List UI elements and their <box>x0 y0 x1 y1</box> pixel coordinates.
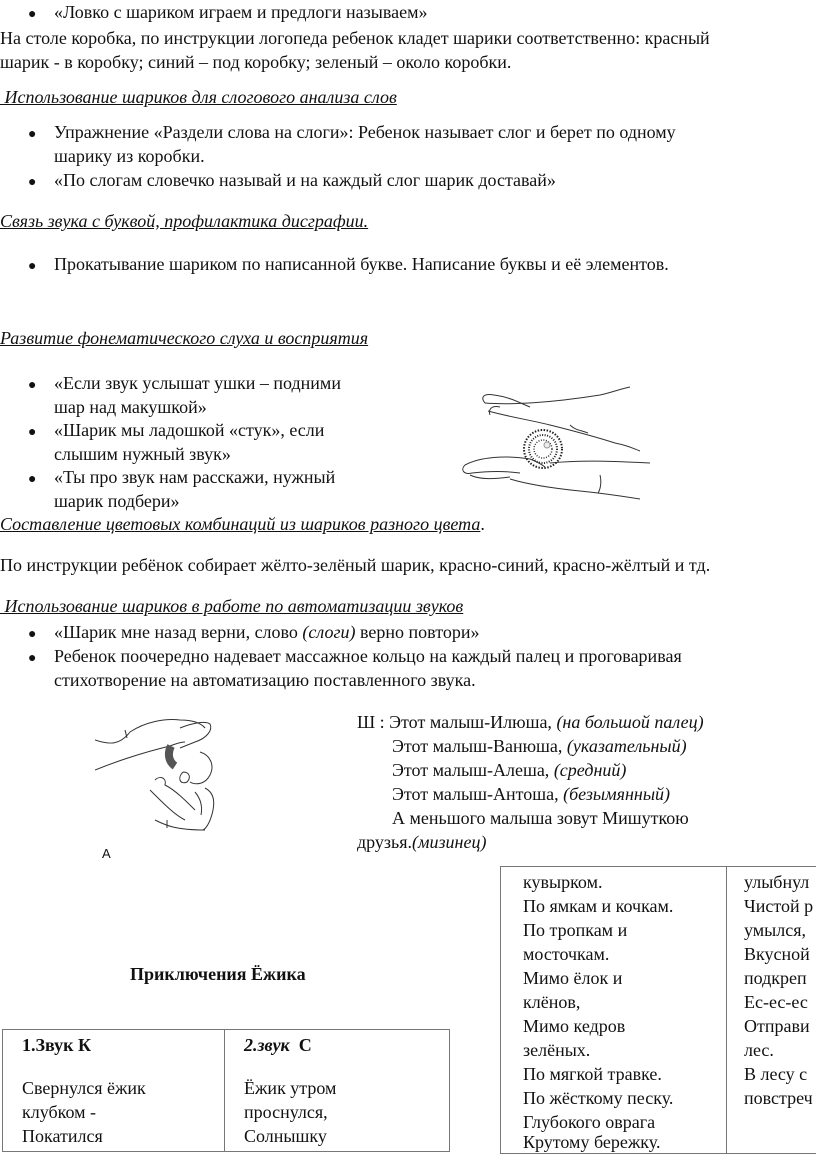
automation-bullet-2-line-1: Ребенок поочередно надевает массажное кольцо на каждый палец и проговаривая <box>54 646 682 666</box>
right-col2-line-5: подкреп <box>744 968 807 988</box>
intro-bullet-1: «Ловко с шариком играем и предлоги называем» <box>54 2 428 22</box>
bullet-icon: ● <box>28 7 37 22</box>
right-col1-line-9: По мягкой травке. <box>523 1064 662 1084</box>
phonemic-bullet-3-line-1: «Ты про звук нам расскажи, нужный <box>54 467 336 487</box>
bullet-icon: ● <box>28 425 37 440</box>
poem-table-right <box>500 866 816 1154</box>
col2-header <box>244 1033 312 1057</box>
phonemic-bullet-1-line-1: «Если звук услышат ушки – подними <box>54 373 341 393</box>
hedgehog-title: Приключения Ёжика <box>130 964 306 984</box>
poem-line-1 <box>357 710 704 734</box>
bullet-icon: ● <box>28 472 37 487</box>
right-col2-line-4: Вкусной <box>744 944 810 964</box>
syllable-bullet-1-line-1: Упражнение «Раздели слова на слоги»: Ребенок называет слог и берет по одному <box>54 122 676 142</box>
right-col2-line-9: В лесу с <box>744 1064 808 1084</box>
table-divider <box>224 1030 225 1151</box>
right-col2-line-2: Чистой р <box>744 896 814 916</box>
right-col1-line-4: мосточкам. <box>523 944 610 964</box>
color-heading-text: Составление цветовых комбинаций из шариков разного цвета <box>0 514 481 534</box>
right-col1-line-11: Глубокого оврага <box>523 1112 656 1132</box>
col1-line-1: Свернулся ёжик <box>22 1078 146 1098</box>
dysgraphia-heading: Связь звука с буквой, профилактика дисграфии. <box>0 211 369 231</box>
right-col1-line-3: По тропкам и <box>523 920 628 940</box>
hands-ball-illustration <box>450 375 680 500</box>
poem-line-6-note: (мизинец) <box>412 832 487 852</box>
poem-line-4 <box>392 782 670 806</box>
right-col2-line-1: улыбнул <box>744 872 810 892</box>
syllable-bullet-2: «По слогам словечко называй и на каждый слог шарик доставай» <box>54 170 556 190</box>
poem-table-left <box>2 1029 450 1152</box>
illustration-label: А <box>102 846 111 861</box>
poem-line-1-text: Этот малыш-Илюша, <box>389 712 557 732</box>
poem-line-6-text: друзья. <box>357 832 413 852</box>
right-col1-line-8: зелёных. <box>523 1040 591 1060</box>
bullet-icon: ● <box>28 378 37 393</box>
automation-heading: Использование шариков в работе по автоматизации звуков <box>0 596 464 616</box>
col2-line-2: проснулся, <box>244 1102 328 1122</box>
bullet-icon: ● <box>28 627 37 642</box>
poem-prefix: Ш : <box>357 712 390 732</box>
color-paragraph: По инструкции ребёнок собирает жёлто-зелёный шарик, красно-синий, красно-жёлтый и тд. <box>0 555 711 575</box>
dysgraphia-bullet-1: Прокатывание шариком по написанной букве. Написание буквы и её элементов. <box>54 254 669 274</box>
right-col1-line-5: Мимо ёлок и <box>523 968 623 988</box>
col1-line-2: клубком - <box>22 1102 97 1122</box>
poem-line-4-text: Этот малыш-Антоша, <box>392 784 564 804</box>
color-heading-period: . <box>480 514 485 534</box>
intro-paragraph-line-1: На столе коробка, по инструкции логопеда ребенок кладет шарики соответственно: красный <box>0 28 710 48</box>
right-col1-line-12: Крутому бережку. <box>523 1132 661 1152</box>
col2-line-1: Ёжик утром <box>244 1078 337 1098</box>
hand-ring-illustration <box>95 710 255 840</box>
poem-line-2 <box>392 734 687 758</box>
right-col2-line-8: лес. <box>744 1040 774 1060</box>
automation-bullet-1-post: верно повтори» <box>355 622 480 642</box>
automation-bullet-2-line-2: стихотворение на автоматизацию поставленного звука. <box>54 670 476 690</box>
col1-line-3: Покатился <box>22 1126 103 1146</box>
phonemic-bullet-2-line-2: слышим нужный звук» <box>54 444 231 464</box>
poem-line-1-note: (на большой палец) <box>556 712 704 732</box>
phonemic-bullet-2-line-1: «Шарик мы ладошкой «стук», если <box>54 420 325 440</box>
bullet-icon: ● <box>28 651 37 666</box>
poem-line-3-note: (средний) <box>553 760 627 780</box>
bullet-icon: ● <box>28 259 37 274</box>
bullet-icon: ● <box>28 175 37 190</box>
right-col2-line-7: Отправи <box>744 1016 810 1036</box>
right-col1-line-7: Мимо кедров <box>523 1016 626 1036</box>
poem-line-3-text: Этот малыш-Алеша, <box>392 760 554 780</box>
intro-paragraph-line-2: шарик - в коробку; синий – под коробку; зеленый – около коробки. <box>0 52 512 72</box>
right-col1-line-6: клёнов, <box>523 992 581 1012</box>
right-col2-line-3: умылся, <box>744 920 806 940</box>
color-heading <box>0 512 485 536</box>
automation-bullet-1 <box>54 620 479 644</box>
poem-line-3 <box>392 758 626 782</box>
right-col1-line-2: По ямкам и кочкам. <box>523 896 674 916</box>
syllable-bullet-1-line-2: шарику из коробки. <box>54 146 205 166</box>
col1-header: 1.Звук К <box>22 1035 92 1055</box>
poem-line-6 <box>357 830 486 854</box>
col2-header-italic: 2.звук <box>244 1035 290 1055</box>
right-col1-line-10: По жёсткому песку. <box>523 1088 674 1108</box>
poem-line-2-text: Этот малыш-Ванюша, <box>392 736 567 756</box>
poem-line-2-note: (указательный) <box>566 736 687 756</box>
poem-line-4-note: (безымянный) <box>563 784 671 804</box>
phonemic-heading: Развитие фонематического слуха и восприятия <box>0 328 369 348</box>
col2-line-3: Солнышку <box>244 1126 327 1146</box>
right-col2-line-6: Ес-ес-ес <box>744 992 808 1012</box>
right-col2-line-10: повстреч <box>744 1088 813 1108</box>
automation-bullet-1-italic: (слоги) <box>302 622 356 642</box>
syllable-heading: Использование шариков для слогового анализа слов <box>0 87 397 107</box>
right-col1-line-1: кувырком. <box>523 872 603 892</box>
poem-line-5: А меньшого малыша зовут Мишуткою <box>392 808 689 828</box>
phonemic-bullet-3-line-2: шарик подбери» <box>54 491 180 511</box>
phonemic-bullet-1-line-2: шар над макушкой» <box>54 397 207 417</box>
bullet-icon: ● <box>28 127 37 142</box>
automation-bullet-1-pre: «Шарик мне назад верни, слово <box>54 622 303 642</box>
col2-header-rest: С <box>289 1035 312 1055</box>
table-divider <box>726 867 727 1153</box>
